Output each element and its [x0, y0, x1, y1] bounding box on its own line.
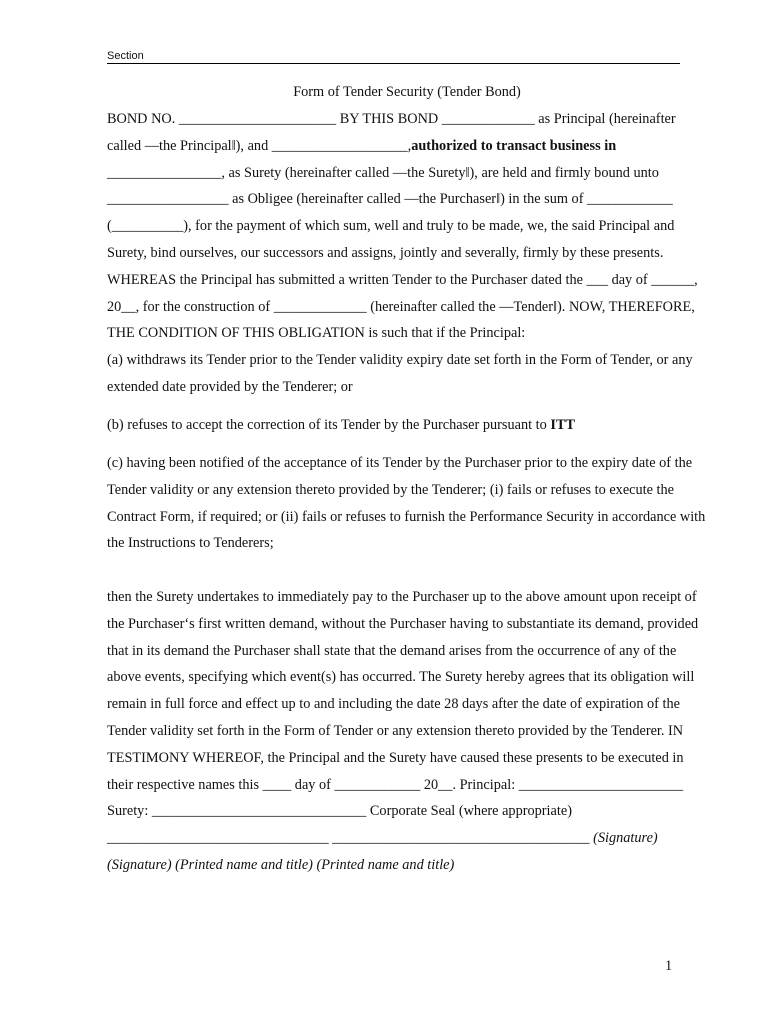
bond-text-part2: ________________, as Surety (hereinafter called —the Surety‖), are held and firmly bound unto _________________ as Obligee (hereinafter called —the Purchaser‖) in the sum of ____________ (__________), for the payment of which sum, well and truly to be made, we, the said Principal and Surety, bind ourselves, our successors and assigns, jointly and severally, firmly by these presents. WHEREAS the Principal has submitted a written Tender to the Purchaser dated the ___ day of ______, 20__, for the construction of _____________ (hereinafter called the —Tender‖). NOW, THEREFORE, THE CONDITION OF THIS OBLIGATION is such that if the Principal:: [107, 164, 698, 342]
page-number: 1: [665, 958, 673, 974]
condition-a: (a) withdraws its Tender prior to the Tender validity expiry date set forth in the Form of Tender, or any extended date provided by the Tenderer; or: [107, 352, 693, 395]
condition-c: (c) having been notified of the acceptance of its Tender by the Purchaser prior to the expiry date of the Tender validity or any extension thereto provided by the Tenderer; (i) fails or refuses to execute the Contract Form, if required; or (ii) fails or refuses to furnish the Performance Security in accordance with the Instructions to Tenderers;: [107, 455, 706, 552]
signature-labels: (Signature) (Signature) (Printed name and title) (Printed name and title): [107, 830, 658, 873]
bond-text-bold: authorized to transact business in: [411, 137, 617, 154]
condition-b-text: (b) refuses to accept the correction of its Tender by the Purchaser pursuant to: [107, 417, 551, 433]
condition-b: [107, 412, 711, 439]
bond-paragraph: [107, 106, 711, 401]
page-header: [107, 47, 680, 64]
surety-paragraph: [107, 584, 711, 879]
document-title: Form of Tender Security (Tender Bond): [293, 84, 521, 100]
bond-text-part1: BOND NO. ______________________ BY THIS BOND _____________ as Principal (hereinafter called —the Principal‖), and ___________________,: [107, 111, 676, 154]
condition-b-bold: ITT: [550, 417, 576, 433]
section-label: Section: [107, 50, 144, 62]
surety-text: then the Surety undertakes to immediately pay to the Purchaser up to the above amount upon receipt of the Purchaser‘s first written demand, without the Purchaser having to substantiate its demand, provided that in its demand the Purchaser shall state that the demand arises from the occurrence of any of the above events, specifying which event(s) has occurred. The Surety hereby agrees that its obligation will remain in full force and effect up to and including the date 28 days after the date of expiration of the Tender validity set forth in the Form of Tender or any extension thereto provided by the Tenderer. IN TESTIMONY WHEREOF, the Principal and the Surety have caused these presents to be executed in their respective names this ____ day of ____________ 20__. Principal: _______________________ Surety: ______________________________ Corporate Seal (where appropriate) _______________________________ ____________________________________: [107, 589, 699, 847]
